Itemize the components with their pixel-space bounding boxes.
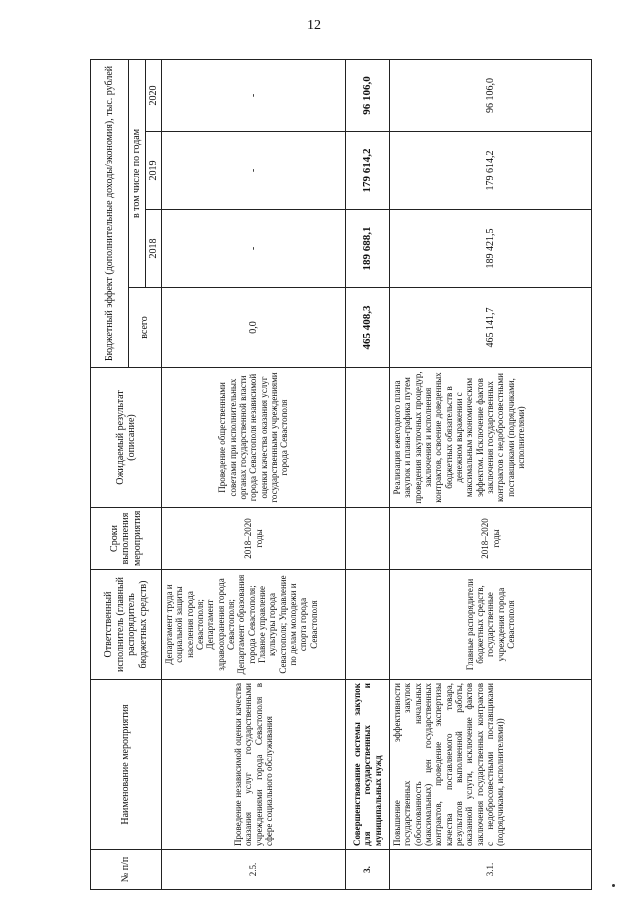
row-name: Совершенствование системы закупок для государственных и муниципальных нужд <box>346 680 390 850</box>
rotated-table-container <box>90 60 590 890</box>
row-2020: 96 106,0 <box>390 59 592 131</box>
header-year-2019: 2019 <box>145 132 162 210</box>
row-name: Проведение независимой оценки качества оказания услуг государственными учреждениями города Севастополя в сфере социального обслуживания <box>162 680 346 850</box>
row-2019: 179 614,2 <box>390 132 592 210</box>
row-result <box>346 368 390 508</box>
row-total: 465 141,7 <box>390 288 592 368</box>
row-total: 0,0 <box>162 288 346 368</box>
header-terms: Сроки выполнения мероприятия <box>91 508 162 570</box>
row-2018: - <box>162 210 346 288</box>
row-result: Реализация ежегодного плана закупок и плана-графика путем проведения закупочных процедур, заключения и исполнения контрактов, освоение доведенных бюджетных обязательств в денежном выражении с максимальным экономическим эффектом. Исключение фактов заключения государственных контрактов с недобросовестными поставщиками (подрядчиками, исполнителями) <box>390 368 592 508</box>
header-row-1 <box>91 59 129 889</box>
row-resp: Главные распорядители бюджетных средств, государственные учреждения города Севастополя <box>390 570 592 680</box>
header-name: Наименование мероприятия <box>91 680 162 850</box>
header-num: № п/п <box>91 850 162 890</box>
row-result: Проведение общественными советами при исполнительных органах государственной власти города Севастополя независимой оценки качества оказания услуг государственными учреждениями города Севастополя <box>162 368 346 508</box>
header-resp: Ответственный исполнитель (главный распорядитель бюджетных средств) <box>91 570 162 680</box>
header-year-2020: 2020 <box>145 59 162 131</box>
row-terms <box>346 508 390 570</box>
row-2019: 179 614,2 <box>346 132 390 210</box>
table-row <box>346 59 390 889</box>
row-2018: 189 688,1 <box>346 210 390 288</box>
header-effect: Бюджетный эффект (дополнительные доходы/экономия), тыс. рублей <box>91 59 129 367</box>
row-2020: 96 106,0 <box>346 59 390 131</box>
row-2018: 189 421,5 <box>390 210 592 288</box>
row-resp <box>346 570 390 680</box>
row-name: Повышение эффективности государственных закупок (обоснованность начальных (максимальных) цен государственных контрактов, проведение экспертизы качества поставляемого товара, результатов выполненной работы, оказанной услуги, исключение фактов заключения государственных контрактов с недобросовестными поставщиками (подрядчиками, исполнителями)) <box>390 680 592 850</box>
measures-table <box>90 59 592 890</box>
header-including: в том числе по годам <box>129 59 146 287</box>
row-total: 465 408,3 <box>346 288 390 368</box>
header-year-2018: 2018 <box>145 210 162 288</box>
page-number: 12 <box>307 18 321 33</box>
row-resp: Департамент труда и социальной защиты населения города Севастополя; Департамент здравоохранения города Севастополя; Департамент образования города Севастополя; Главное управление культуры города Севастополя; Управление по делам молодежи и спорта города Севастополя <box>162 570 346 680</box>
row-num: 3.1. <box>390 850 592 890</box>
row-2020: - <box>162 59 346 131</box>
row-2019: - <box>162 132 346 210</box>
header-total: всего <box>129 288 162 368</box>
row-num: 3. <box>346 850 390 890</box>
header-result: Ожидаемый результат (описание) <box>91 368 162 508</box>
row-terms: 2018–2020 годы <box>390 508 592 570</box>
table-row <box>390 59 592 889</box>
row-num: 2.5. <box>162 850 346 890</box>
scan-speck <box>612 884 615 887</box>
table-row <box>162 59 346 889</box>
row-terms: 2018–2020 годы <box>162 508 346 570</box>
